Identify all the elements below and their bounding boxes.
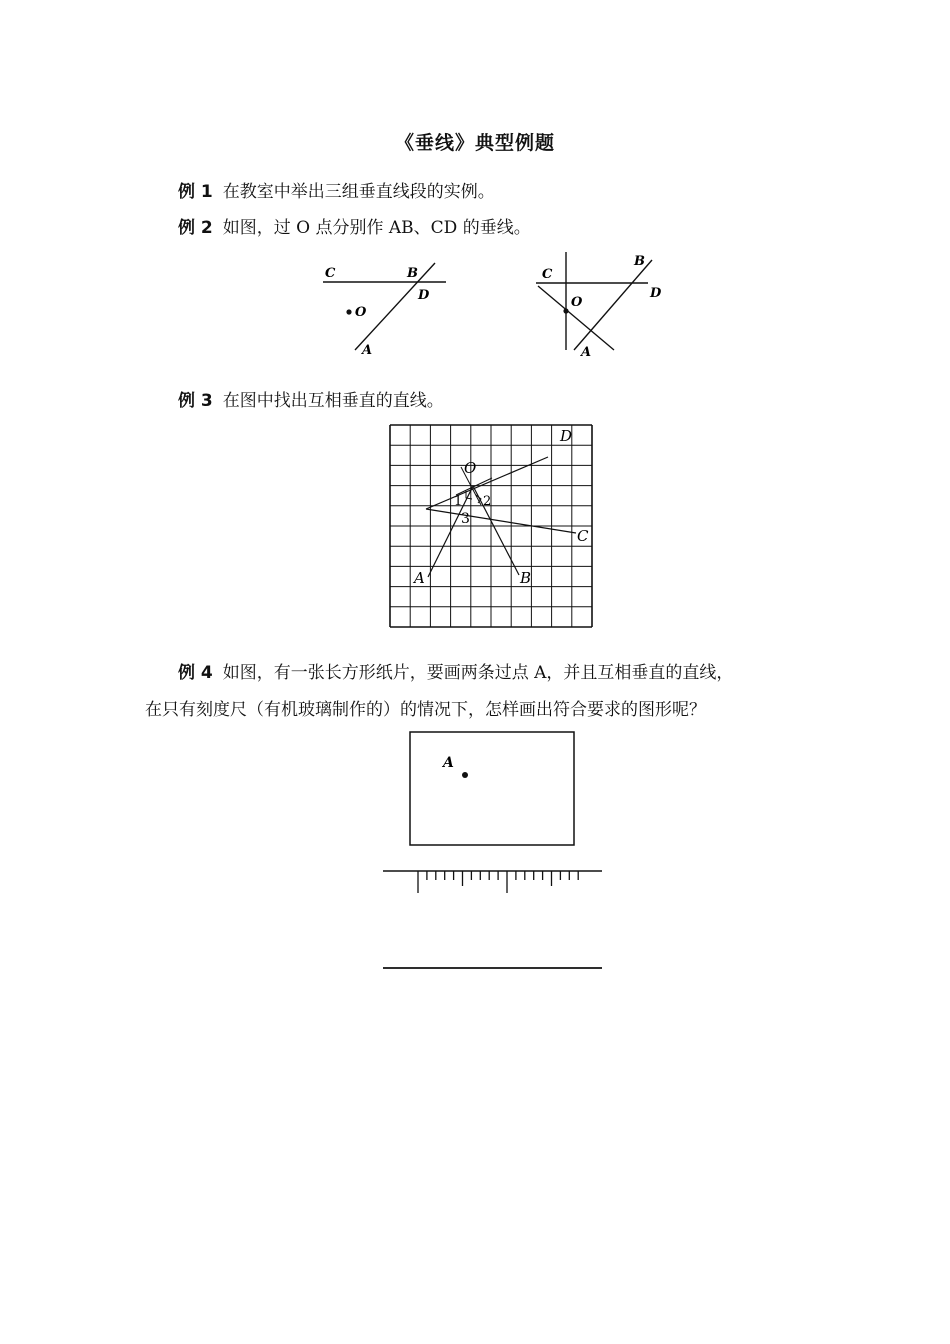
example-3-label: 例 3 [178, 391, 213, 411]
figure-2-right [530, 250, 670, 360]
example-1-text: 在教室中举出三组垂直线段的实例。 [222, 182, 495, 202]
page-title: 《垂线》典型例题 [394, 132, 555, 154]
example-4 [178, 661, 733, 685]
example-1 [178, 180, 495, 204]
label-d: D [650, 286, 662, 301]
example-2 [178, 216, 531, 240]
example-3 [178, 389, 444, 413]
label-c: C [325, 266, 336, 281]
angle-3: 3 [461, 511, 470, 527]
label-o: O [355, 305, 367, 320]
line-ob [473, 486, 519, 575]
label-c: C [577, 527, 589, 545]
line-ab [355, 263, 435, 350]
example-2-text: 如图，过 O 点分别作 AB、CD 的垂线。 [222, 218, 531, 238]
paper-rectangle [410, 732, 574, 845]
angle-2: 2 [483, 494, 492, 509]
label-b: B [407, 266, 418, 281]
figure-4 [380, 728, 608, 976]
label-a: A [581, 345, 592, 360]
grid [390, 425, 592, 627]
example-4-text-2: 在只有刻度尺（有机玻璃制作的）的情况下，怎样画出符合要求的图形呢？ [145, 700, 706, 720]
example-1-label: 例 1 [178, 182, 213, 202]
line-oc [426, 509, 576, 533]
ruler-ticks [418, 871, 578, 893]
label-a: A [414, 569, 425, 587]
label-c: C [542, 267, 553, 282]
point-a [462, 772, 468, 778]
label-a: A [362, 343, 373, 358]
figure-2-left [315, 255, 455, 360]
example-4-line-2 [145, 698, 706, 722]
label-o: O [464, 459, 477, 477]
label-b: B [520, 569, 532, 587]
line-ab [574, 260, 652, 350]
point-o [563, 308, 568, 313]
example-3-text: 在图中找出互相垂直的直线。 [222, 391, 444, 411]
angle-1: 1 [454, 494, 463, 509]
ruler [383, 871, 602, 968]
label-a: A [443, 755, 454, 771]
label-d: D [418, 288, 430, 303]
example-4-label: 例 4 [178, 663, 213, 683]
point-o [346, 309, 351, 314]
label-o: O [571, 295, 583, 310]
label-b: B [634, 254, 645, 269]
label-d: D [560, 427, 573, 445]
figure-3-grid [388, 423, 596, 629]
example-4-text: 如图，有一张长方形纸片，要画两条过点 A，并且互相垂直的直线， [222, 663, 734, 683]
example-2-label: 例 2 [178, 218, 213, 238]
